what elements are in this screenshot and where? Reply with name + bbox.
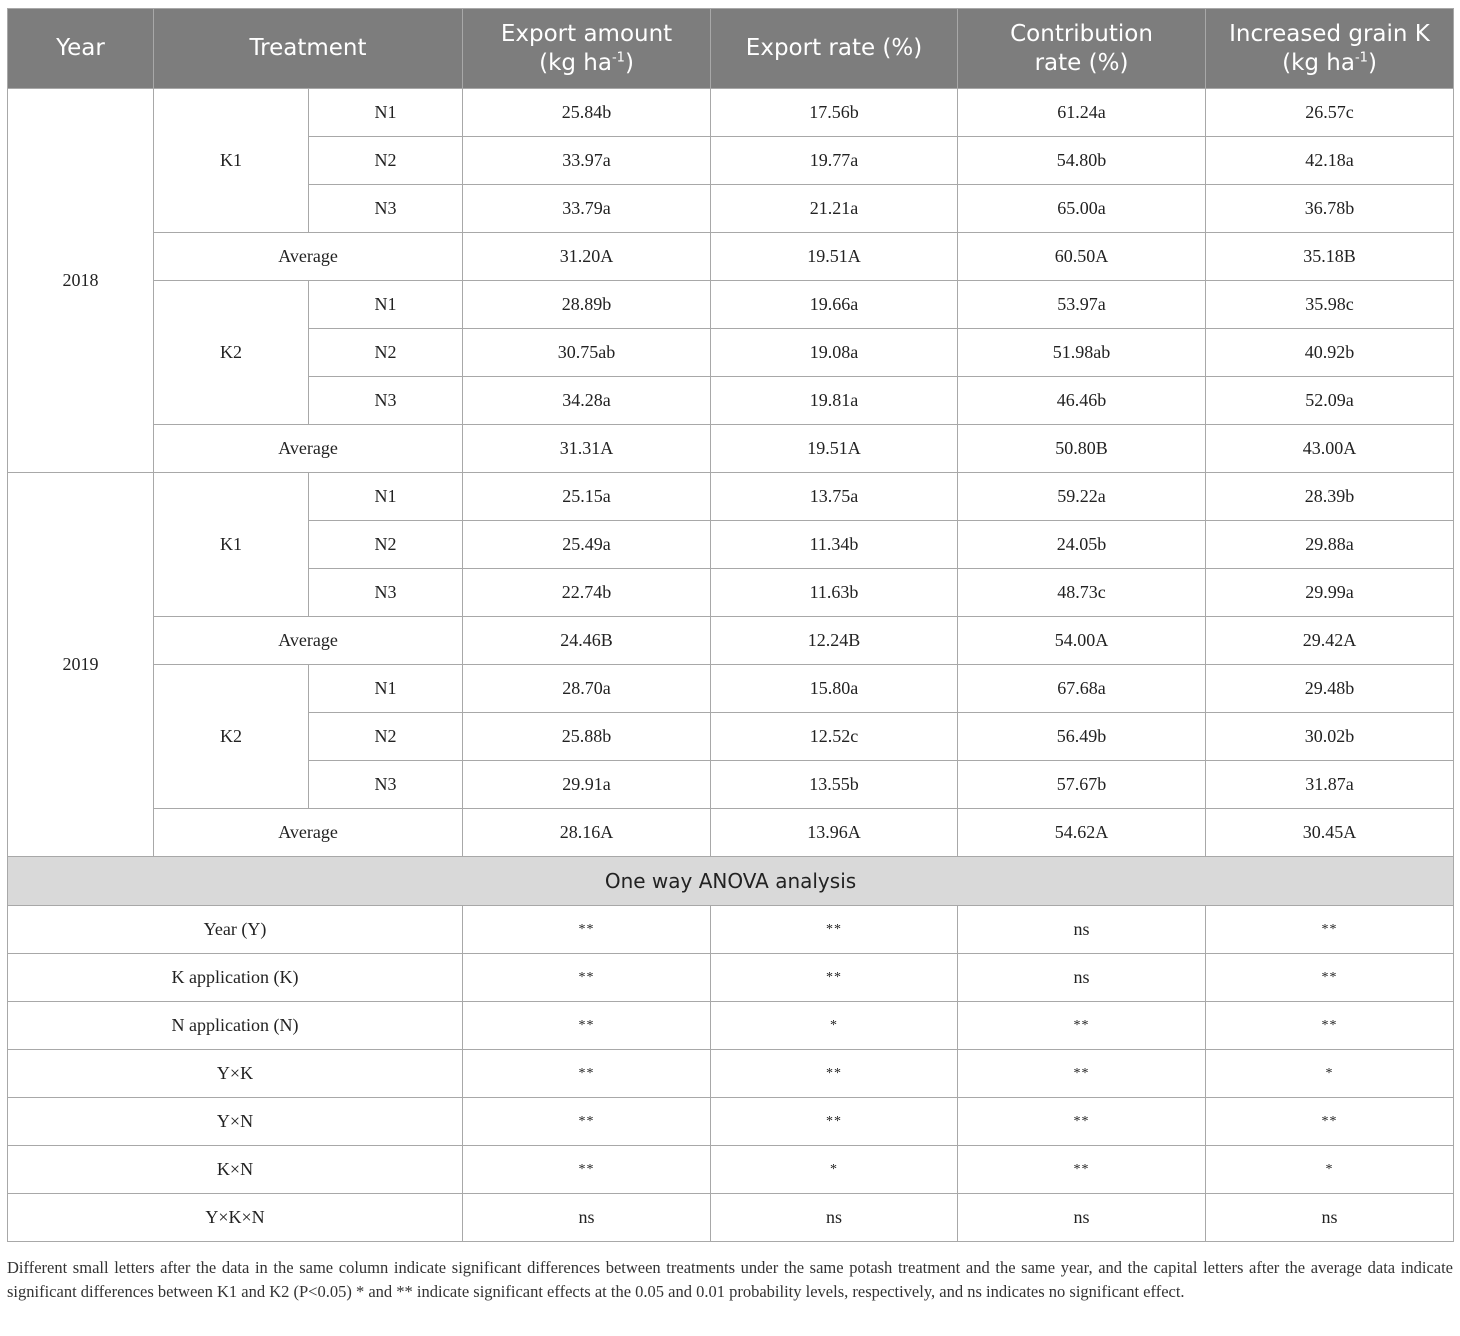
anova-significance-cell: ** (463, 1098, 711, 1146)
value-cell: 26.57c (1206, 89, 1454, 137)
value-cell: 40.92b (1206, 329, 1454, 377)
anova-significance-cell: ns (711, 1194, 958, 1242)
average-row (8, 617, 1454, 665)
value-cell: 53.97a (958, 281, 1206, 329)
n-level-cell: N2 (309, 329, 463, 377)
value-cell: 19.81a (711, 377, 958, 425)
n-level-cell: N1 (309, 665, 463, 713)
k-level-cell: K2 (154, 665, 309, 809)
anova-significance-cell: ** (463, 1002, 711, 1050)
average-value-cell: 24.46B (463, 617, 711, 665)
anova-significance-cell: ** (958, 1098, 1206, 1146)
n-level-cell: N1 (309, 89, 463, 137)
anova-significance-cell: ** (711, 954, 958, 1002)
k-level-cell: K1 (154, 473, 309, 617)
n-level-cell: N3 (309, 377, 463, 425)
n-level-cell: N1 (309, 473, 463, 521)
value-cell: 36.78b (1206, 185, 1454, 233)
table-row (8, 281, 1454, 329)
average-label: Average (154, 425, 463, 473)
anova-significance-cell: * (711, 1146, 958, 1194)
average-value-cell: 19.51A (711, 425, 958, 473)
average-value-cell: 31.31A (463, 425, 711, 473)
value-cell: 11.63b (711, 569, 958, 617)
average-row (8, 809, 1454, 857)
anova-significance-cell: * (1206, 1146, 1454, 1194)
table-body (8, 89, 1454, 1242)
anova-factor-cell: Y×K×N (8, 1194, 463, 1242)
anova-significance-cell: ** (1206, 1098, 1454, 1146)
value-cell: 13.55b (711, 761, 958, 809)
value-cell: 25.84b (463, 89, 711, 137)
header-export-rate: Export rate (%) (711, 9, 958, 89)
value-cell: 46.46b (958, 377, 1206, 425)
anova-factor-cell: Year (Y) (8, 906, 463, 954)
average-value-cell: 54.62A (958, 809, 1206, 857)
table-row (8, 473, 1454, 521)
anova-significance-cell: ** (463, 1050, 711, 1098)
value-cell: 33.79a (463, 185, 711, 233)
value-cell: 48.73c (958, 569, 1206, 617)
average-value-cell: 54.00A (958, 617, 1206, 665)
value-cell: 15.80a (711, 665, 958, 713)
value-cell: 67.68a (958, 665, 1206, 713)
anova-significance-cell: ns (958, 954, 1206, 1002)
header-contribution-rate: Contribution rate (%) (958, 9, 1206, 89)
anova-significance-cell: ** (958, 1146, 1206, 1194)
anova-significance-cell: ** (463, 1146, 711, 1194)
value-cell: 25.88b (463, 713, 711, 761)
value-cell: 29.99a (1206, 569, 1454, 617)
anova-row (8, 1050, 1454, 1098)
value-cell: 54.80b (958, 137, 1206, 185)
value-cell: 59.22a (958, 473, 1206, 521)
year-cell: 2018 (8, 89, 154, 473)
anova-significance-cell: ns (958, 906, 1206, 954)
anova-significance-cell: ns (958, 1194, 1206, 1242)
anova-row (8, 1194, 1454, 1242)
average-value-cell: 13.96A (711, 809, 958, 857)
value-cell: 19.66a (711, 281, 958, 329)
value-cell: 19.77a (711, 137, 958, 185)
value-cell: 56.49b (958, 713, 1206, 761)
average-value-cell: 43.00A (1206, 425, 1454, 473)
value-cell: 30.02b (1206, 713, 1454, 761)
value-cell: 42.18a (1206, 137, 1454, 185)
value-cell: 61.24a (958, 89, 1206, 137)
k-level-cell: K2 (154, 281, 309, 425)
anova-significance-cell: * (1206, 1050, 1454, 1098)
n-level-cell: N2 (309, 521, 463, 569)
anova-section-title: One way ANOVA analysis (8, 857, 1454, 906)
value-cell: 65.00a (958, 185, 1206, 233)
k-level-cell: K1 (154, 89, 309, 233)
value-cell: 11.34b (711, 521, 958, 569)
value-cell: 13.75a (711, 473, 958, 521)
anova-significance-cell: ** (463, 954, 711, 1002)
anova-significance-cell: ** (1206, 1002, 1454, 1050)
anova-significance-cell: ** (711, 906, 958, 954)
value-cell: 17.56b (711, 89, 958, 137)
average-value-cell: 29.42A (1206, 617, 1454, 665)
anova-section-row (8, 857, 1454, 906)
average-value-cell: 60.50A (958, 233, 1206, 281)
value-cell: 33.97a (463, 137, 711, 185)
anova-significance-cell: ** (463, 906, 711, 954)
average-value-cell: 19.51A (711, 233, 958, 281)
value-cell: 19.08a (711, 329, 958, 377)
n-level-cell: N3 (309, 185, 463, 233)
value-cell: 28.39b (1206, 473, 1454, 521)
value-cell: 12.52c (711, 713, 958, 761)
header-treatment: Treatment (154, 9, 463, 89)
anova-factor-cell: Y×K (8, 1050, 463, 1098)
average-value-cell: 28.16A (463, 809, 711, 857)
value-cell: 31.87a (1206, 761, 1454, 809)
average-label: Average (154, 617, 463, 665)
anova-row (8, 1098, 1454, 1146)
n-level-cell: N3 (309, 569, 463, 617)
value-cell: 28.70a (463, 665, 711, 713)
average-label: Average (154, 233, 463, 281)
anova-row (8, 1146, 1454, 1194)
value-cell: 24.05b (958, 521, 1206, 569)
anova-significance-cell: ** (1206, 906, 1454, 954)
value-cell: 25.49a (463, 521, 711, 569)
value-cell: 52.09a (1206, 377, 1454, 425)
anova-row (8, 954, 1454, 1002)
anova-significance-cell: ** (958, 1050, 1206, 1098)
header-row (8, 9, 1454, 89)
anova-significance-cell: ** (711, 1098, 958, 1146)
year-cell: 2019 (8, 473, 154, 857)
header-export-amount: Export amount (kg $ha^{-1}$) (463, 9, 711, 89)
anova-factor-cell: K×N (8, 1146, 463, 1194)
average-value-cell: 50.80B (958, 425, 1206, 473)
average-value-cell: 31.20A (463, 233, 711, 281)
average-value-cell: 30.45A (1206, 809, 1454, 857)
anova-significance-cell: ** (1206, 954, 1454, 1002)
value-cell: 34.28a (463, 377, 711, 425)
n-level-cell: N2 (309, 137, 463, 185)
value-cell: 35.98c (1206, 281, 1454, 329)
average-value-cell: 12.24B (711, 617, 958, 665)
n-level-cell: N2 (309, 713, 463, 761)
anova-significance-cell: ** (958, 1002, 1206, 1050)
anova-significance-cell: ns (1206, 1194, 1454, 1242)
header-increased-grain-k: Increased grain K (kg $ha^{-1}$) (1206, 9, 1454, 89)
anova-factor-cell: K application (K) (8, 954, 463, 1002)
table-row (8, 89, 1454, 137)
n-level-cell: N3 (309, 761, 463, 809)
anova-factor-cell: N application (N) (8, 1002, 463, 1050)
results-table (7, 8, 1454, 1242)
header-year: Year (8, 9, 154, 89)
value-cell: 28.89b (463, 281, 711, 329)
anova-significance-cell: * (711, 1002, 958, 1050)
anova-significance-cell: ns (463, 1194, 711, 1242)
value-cell: 57.67b (958, 761, 1206, 809)
average-label: Average (154, 809, 463, 857)
value-cell: 21.21a (711, 185, 958, 233)
table-footnote: Different small letters after the data in the same column indicate significant differences between treatments under the same potash treatment and the same year, and the capital letters after the average data indicate significant differences between K1 and K2 (P<0.05) * and ** indicate significant effects at the 0.05 and 0.01 probability levels, respectively, and ns indicates no significant effect. (7, 1258, 1453, 1301)
anova-row (8, 906, 1454, 954)
anova-row (8, 1002, 1454, 1050)
value-cell: 25.15a (463, 473, 711, 521)
anova-significance-cell: ** (711, 1050, 958, 1098)
average-value-cell: 35.18B (1206, 233, 1454, 281)
anova-factor-cell: Y×N (8, 1098, 463, 1146)
average-row (8, 425, 1454, 473)
n-level-cell: N1 (309, 281, 463, 329)
value-cell: 29.88a (1206, 521, 1454, 569)
table-row (8, 665, 1454, 713)
value-cell: 51.98ab (958, 329, 1206, 377)
value-cell: 29.48b (1206, 665, 1454, 713)
value-cell: 29.91a (463, 761, 711, 809)
value-cell: 30.75ab (463, 329, 711, 377)
average-row (8, 233, 1454, 281)
value-cell: 22.74b (463, 569, 711, 617)
